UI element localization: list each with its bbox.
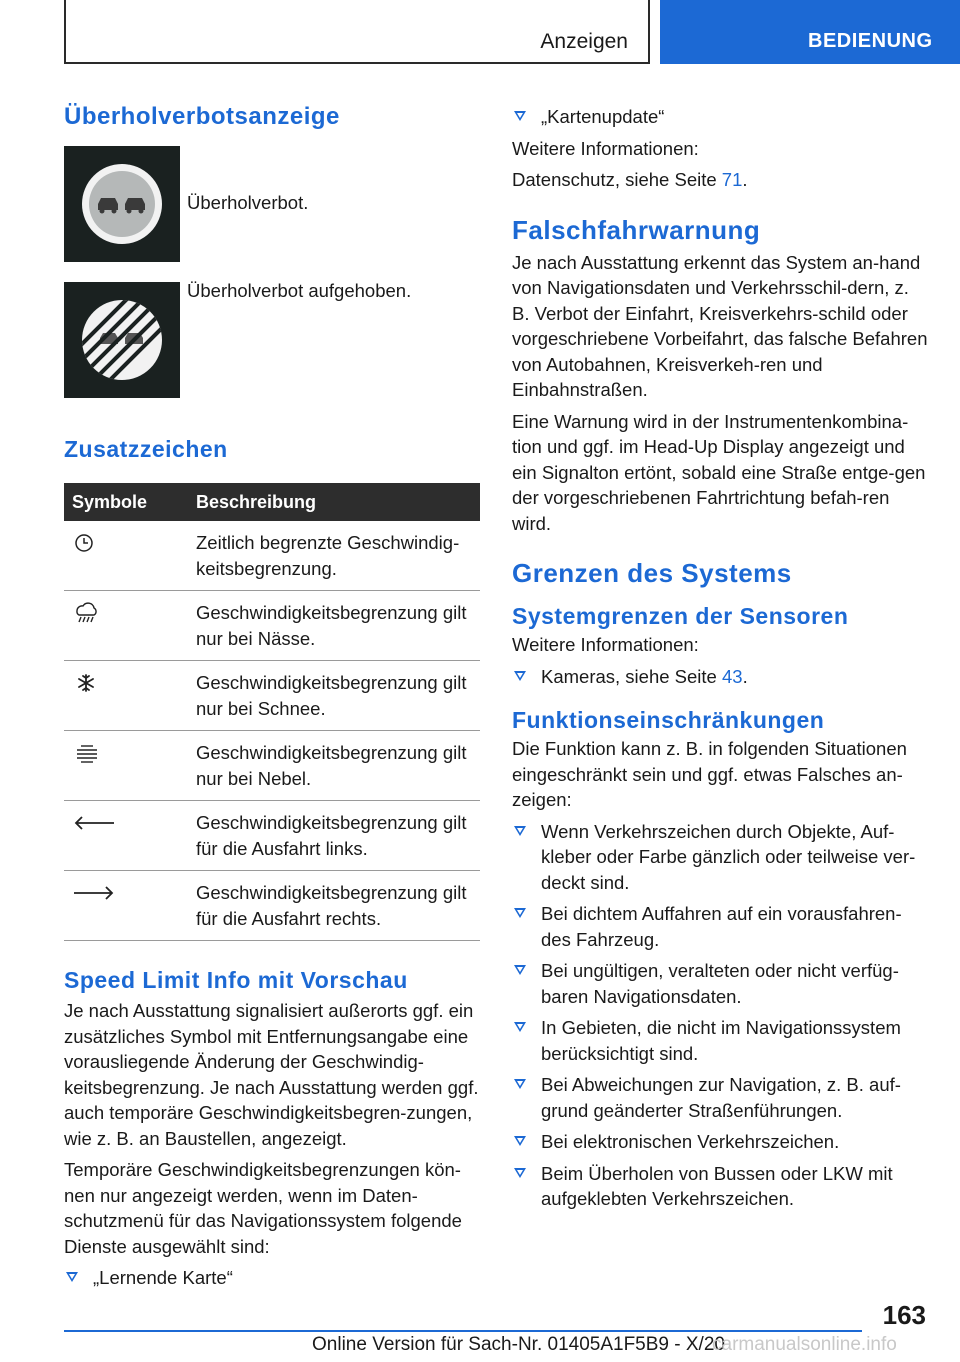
table-cell-symbol	[64, 871, 188, 941]
supplementary-table	[64, 483, 480, 941]
overtaking-heading: Überholverbotsanzeige	[64, 103, 340, 130]
services-list	[64, 1265, 480, 1291]
list-item-text: „Kartenupdate“	[541, 106, 665, 127]
right-column	[512, 104, 928, 1218]
more-info-label: Weitere Informationen:	[512, 137, 699, 159]
sensor-more-info-label: Weitere Informationen:	[512, 634, 699, 655]
list-item	[64, 1265, 480, 1291]
triangle-bullet-icon	[514, 671, 526, 681]
header-chapter-tab[interactable]	[660, 0, 960, 64]
list-item	[512, 104, 928, 130]
table-cell-symbol	[64, 801, 188, 871]
list-item	[512, 901, 928, 952]
table-row	[64, 801, 480, 871]
table-cell-symbol	[64, 661, 188, 731]
sign-row-end-no-overtaking	[64, 282, 480, 442]
sensor-limits-heading: Systemgrenzen der Sensoren	[512, 603, 849, 629]
cameras-page-link[interactable]: 43	[721, 665, 743, 687]
list-item	[512, 1129, 928, 1155]
privacy-reference-suffix: .	[742, 169, 748, 190]
list-item	[512, 664, 928, 690]
header-section-title: Anzeigen	[540, 30, 628, 53]
table-header-description: Beschreibung	[188, 483, 480, 521]
speed-limit-preview-paragraph-1: Je nach Ausstattung signalisiert außerorts ggf. ein zusätzliches Symbol mit Entfernungsangabe eine vorausliegende Änderung der Geschwindig-keitsbegrenzung. Je nach Ausstattung werden ggf. auch temporäre Geschwindigkeitsbegren-zungen, wie z. B. an Baustellen, angezeigt.	[64, 1000, 479, 1149]
table-cell-description: Geschwindigkeitsbegrenzung gilt nur bei Schnee.	[188, 661, 480, 731]
triangle-bullet-icon	[514, 1022, 526, 1032]
list-item	[512, 1015, 928, 1066]
end-no-overtaking-sign-icon	[64, 282, 180, 398]
table-header-symbols: Symbole	[64, 483, 188, 521]
arrow-left-icon	[72, 812, 116, 834]
header-chapter-label: BEDIENUNG	[808, 30, 933, 52]
list-item	[512, 1072, 928, 1123]
triangle-bullet-icon	[514, 111, 526, 121]
services-list-continued	[512, 104, 928, 130]
privacy-reference	[512, 167, 928, 193]
left-column	[64, 102, 480, 1297]
table-cell-symbol	[64, 591, 188, 661]
table-cell-description: Geschwindigkeitsbegrenzung gilt nur bei Nebel.	[188, 731, 480, 801]
footer-online-version: Online Version für Sach-Nr. 01405A1F5B9 - X/20	[312, 1334, 725, 1355]
list-item-text: In Gebieten, die nicht im Navigationssystem berücksichtigt sind.	[541, 1017, 901, 1064]
list-item	[512, 958, 928, 1009]
header-section-box	[64, 0, 650, 64]
table-header-row	[64, 483, 480, 521]
wrong-way-paragraph-1: Je nach Ausstattung erkennt das System an-hand von Navigationsdaten und Verkehrsschil-dern, z. B. Verbot der Einfahrt, Kreisverkehrs-schild oder vorgeschriebene Vorbeifahrt, das falsche Befahren von Autobahnen, Kreisverkeh-ren und Einbahnstraßen.	[512, 251, 928, 400]
wet-rain-icon	[72, 602, 102, 624]
triangle-bullet-icon	[514, 1168, 526, 1178]
no-overtaking-sign-icon	[64, 146, 180, 262]
triangle-bullet-icon	[514, 908, 526, 918]
sign-label-end-no-overtaking: Überholverbot aufgehoben.	[187, 280, 412, 301]
table-cell-symbol	[64, 521, 188, 591]
footer-divider	[64, 1330, 862, 1332]
list-item-suffix: .	[742, 665, 748, 687]
speed-limit-preview-heading: Speed Limit Info mit Vorschau	[64, 967, 408, 993]
snowflake-icon	[72, 672, 102, 694]
sensor-list	[512, 664, 928, 690]
function-limits-intro: Die Funktion kann z. B. in folgenden Situationen eingeschränkt sein und ggf. etwas Falsches an-zeigen:	[512, 738, 907, 810]
wrong-way-heading: Falschfahrwarnung	[512, 214, 761, 245]
list-item-text: „Lernende Karte“	[93, 1267, 233, 1288]
list-item-text: Bei Abweichungen zur Navigation, z. B. auf-grund geänderter Straßenführungen.	[541, 1074, 901, 1121]
list-item-text: Beim Überholen von Bussen oder LKW mit aufgeklebten Verkehrszeichen.	[541, 1162, 893, 1209]
function-limits-list	[512, 819, 928, 1212]
triangle-bullet-icon	[66, 1272, 78, 1282]
supplementary-heading: Zusatzzeichen	[64, 436, 228, 462]
list-item-text: Kameras, siehe Seite	[541, 665, 722, 687]
sign-row-no-overtaking	[64, 146, 480, 282]
triangle-bullet-icon	[514, 1136, 526, 1146]
page-number: 163	[882, 1300, 926, 1330]
table-row	[64, 731, 480, 801]
table-cell-description: Geschwindigkeitsbegrenzung gilt für die Ausfahrt links.	[188, 801, 480, 871]
triangle-bullet-icon	[514, 1079, 526, 1089]
table-cell-symbol	[64, 731, 188, 801]
table-row	[64, 661, 480, 731]
privacy-reference-text: Datenschutz, siehe Seite	[512, 169, 722, 190]
table-row	[64, 591, 480, 661]
triangle-bullet-icon	[514, 826, 526, 836]
table-cell-description: Geschwindigkeitsbegrenzung gilt nur bei Nässe.	[188, 591, 480, 661]
list-item	[512, 1161, 928, 1212]
fog-icon	[72, 742, 102, 764]
table-row	[64, 521, 480, 591]
list-item-text: Bei elektronischen Verkehrszeichen.	[541, 1131, 840, 1152]
sign-label-no-overtaking: Überholverbot.	[187, 192, 309, 213]
function-limits-heading: Funktionseinschränkungen	[512, 707, 825, 733]
wrong-way-paragraph-2: Eine Warnung wird in der Instrumentenkombina-tion und ggf. im Head-Up Display angezeigt und ein Signalton ertönt, sobald eine Straße entge-gen der vorgeschriebenen Fahrtrichtung befah-ren wird.	[512, 410, 926, 534]
footer-watermark: carmanualsonline.info	[712, 1334, 897, 1355]
limits-heading: Grenzen des Systems	[512, 558, 792, 588]
list-item-text: Bei ungültigen, veralteten oder nicht verfüg-baren Navigationsdaten.	[541, 960, 899, 1007]
clock-icon	[72, 532, 102, 554]
arrow-right-icon	[72, 882, 116, 904]
list-item-text: Bei dichtem Auffahren auf ein vorausfahren-des Fahrzeug.	[541, 903, 902, 950]
speed-limit-preview-paragraph-2: Temporäre Geschwindigkeitsbegrenzungen kön-nen nur angezeigt werden, wenn im Daten-schutzmenü für das Navigationssystem folgende Dienste ausgewählt sind:	[64, 1159, 462, 1257]
table-row	[64, 871, 480, 941]
table-cell-description: Zeitlich begrenzte Geschwindig-keitsbegrenzung.	[188, 521, 480, 591]
triangle-bullet-icon	[514, 965, 526, 975]
privacy-page-link[interactable]: 71	[721, 169, 743, 190]
table-cell-description: Geschwindigkeitsbegrenzung gilt für die Ausfahrt rechts.	[188, 871, 480, 941]
list-item	[512, 819, 928, 896]
list-item-text: Wenn Verkehrszeichen durch Objekte, Auf-kleber oder Farbe gänzlich oder teilweise ver-deckt sind.	[541, 820, 916, 893]
